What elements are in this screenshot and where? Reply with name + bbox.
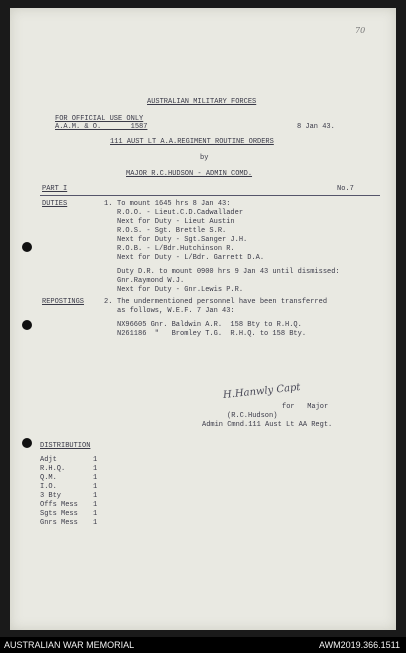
duties-line: Next for Duty - Sgt.Sanger J.H.: [117, 236, 248, 244]
repostings-number: 2.: [104, 298, 113, 306]
duties-heading: DUTIES: [42, 200, 68, 208]
punch-hole: [22, 242, 32, 252]
duty-dr-line: Next for Duty - Gnr.Lewis P.R.: [117, 286, 244, 294]
repostings-line: as follows, W.E.F. 7 Jan 43:: [117, 307, 235, 315]
reposting-entry: NX96605 Gnr. Baldwin A.R. 158 Bty to R.H.Q.: [117, 321, 302, 329]
distribution-qty: 1: [93, 465, 98, 473]
reposting-entry: N261186 " Bromley T.G. R.H.Q. to 158 Bty.: [117, 330, 307, 338]
distribution-qty: 1: [93, 492, 98, 500]
distribution-heading: DISTRIBUTION: [40, 442, 91, 450]
duties-line: R.O.B. - L/Bdr.Hutchinson R.: [117, 245, 235, 253]
distribution-qty: 1: [93, 501, 98, 509]
signature-rank: for Major: [282, 403, 329, 411]
distribution-item: Sgts Mess: [40, 510, 78, 518]
punch-hole: [22, 438, 32, 448]
corner-mark: 70: [355, 26, 366, 35]
repostings-line: The undermentioned personnel have been transferred: [117, 298, 328, 306]
distribution-item: Adjt: [40, 456, 57, 464]
signature-name: (R.C.Hudson): [227, 412, 278, 420]
punch-hole: [22, 320, 32, 330]
distribution-qty: 1: [93, 510, 98, 518]
footer-bar: [0, 637, 406, 653]
duties-line: To mount 1645 hrs 8 Jan 43:: [117, 200, 231, 208]
distribution-qty: 1: [93, 519, 98, 527]
order-date: 8 Jan 43.: [297, 123, 335, 131]
repostings-heading: REPOSTINGS: [42, 298, 85, 306]
distribution-item: Offs Mess: [40, 501, 78, 509]
duty-dr-line: Duty D.R. to mount 0900 hrs 9 Jan 43 until dismissed:: [117, 268, 340, 276]
duties-line: Next for Duty - L/Bdr. Garrett D.A.: [117, 254, 265, 262]
org-heading: AUSTRALIAN MILITARY FORCES: [147, 98, 257, 106]
duty-dr-line: Gnr.Raymond W.J.: [117, 277, 185, 285]
order-number: No.7: [337, 185, 354, 193]
duties-line: R.O.S. - Sgt. Brettle S.R.: [117, 227, 227, 235]
document-sheet: [10, 8, 396, 630]
footer-institution: AUSTRALIAN WAR MEMORIAL: [4, 640, 135, 650]
signature-title: Admin Cmnd.111 Aust Lt AA Regt.: [202, 421, 333, 429]
footer-accession-number: AWM2019.366.1511: [318, 640, 400, 650]
distribution-item: 3 Bty: [40, 492, 62, 500]
orders-title: 111 AUST LT A.A.REGIMENT ROUTINE ORDERS: [110, 138, 274, 146]
distribution-qty: 1: [93, 483, 98, 491]
distribution-qty: 1: [93, 456, 98, 464]
reference-number: A.A.M. & O. 1587: [55, 123, 148, 131]
official-use-label: FOR OFFICIAL USE ONLY: [55, 115, 144, 123]
distribution-item: Q.M.: [40, 474, 57, 482]
authority-line: MAJOR R.C.HUDSON - ADMIN COMD.: [126, 170, 253, 178]
distribution-item: I.O.: [40, 483, 57, 491]
distribution-item: R.H.Q.: [40, 465, 66, 473]
by-label: by: [200, 154, 209, 162]
part-label: PART I: [42, 185, 68, 193]
handwritten-signature: H.Hanwly Capt: [222, 381, 301, 402]
duties-line: R.O.O. - Lieut.C.D.Cadwallader: [117, 209, 244, 217]
duties-line: Next for Duty - Lieut Austin: [117, 218, 235, 226]
duties-number: 1.: [104, 200, 113, 208]
distribution-item: Gnrs Mess: [40, 519, 78, 527]
part-rule: [40, 195, 380, 196]
distribution-qty: 1: [93, 474, 98, 482]
